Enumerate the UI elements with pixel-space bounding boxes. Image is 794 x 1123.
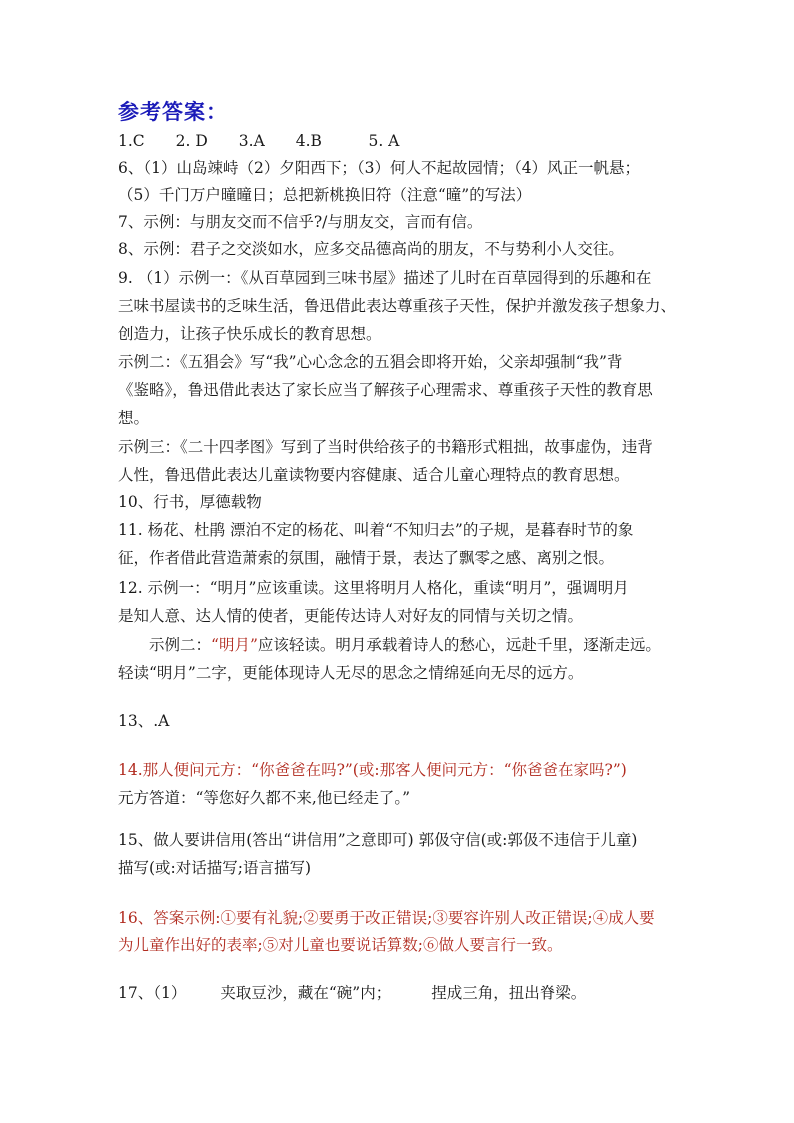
answer-line-14b: 元方答道：“等您好久都不来,他已经走了。” xyxy=(118,789,411,807)
answer-line-7: 7、示例：与朋友交而不信乎?/与朋友交，言而有信。 xyxy=(118,213,483,231)
answer-line-12b: 是知人意、达人情的使者，更能传达诗人对好友的同情与关切之情。 xyxy=(118,607,584,625)
answer-line-17 xyxy=(118,982,586,1004)
answer-line-16b: 为儿童作出好的表率;⑤对儿童也要说话算数;⑥做人要言行一致。 xyxy=(118,936,563,954)
answer-line-9g: 示例三：《二十四孝图》写到了当时供给孩子的书籍形式粗拙，故事虚伪，违背 xyxy=(118,438,653,456)
example-two-text: 应该轻读。明月承载着诗人的愁心，远赴千里，逐渐走远。 xyxy=(257,636,661,654)
answer-line-12a: 12. 示例一：“明月”应该重读。这里将明月人格化，重读“明月”，强调明月 xyxy=(118,579,629,597)
answer-line-9c: 创造力，让孩子快乐成长的教育思想。 xyxy=(118,325,382,343)
answer-line-11b: 征，作者借此营造萧索的氛围，融情于景，表达了飘零之感、离别之恨。 xyxy=(118,549,615,567)
answer-line-9d: 示例二：《五猖会》写“我”心心念念的五猖会即将开始，父亲却强制“我”背 xyxy=(118,353,623,371)
answer-line-14a: 14.那人便问元方：“你爸爸在吗?”(或:那客人便问元方：“你爸爸在家吗?”) xyxy=(118,761,627,779)
answer-line-9e: 《鉴略》，鲁迅借此表达了家长应当了解孩子心理需求、尊重孩子天性的教育思 xyxy=(118,381,653,399)
answer-line-9f: 想。 xyxy=(118,409,150,427)
page-title: 参考答案： xyxy=(118,100,228,124)
example-two-label: 示例二： xyxy=(118,636,212,654)
answer-line-9b: 三味书屋读书的乏味生活，鲁迅借此表达尊重孩子天性，保护并激发孩子想象力、 xyxy=(118,297,677,315)
answer-line-13: 13、.A xyxy=(118,712,170,730)
answer-line-1-5: 1.C 2. D 3.A 4.B 5. A xyxy=(118,132,400,150)
answer-line-6b: （5）千门万户曈曈日；总把新桃换旧符（注意“曈”的写法） xyxy=(118,186,532,204)
answer-line-15b: 描写(或:对话描写;语言描写) xyxy=(118,859,312,877)
q17-step-1: 夹取豆沙，藏在“碗”内； xyxy=(220,984,392,1002)
answer-line-10: 10、行书，厚德载物 xyxy=(118,493,262,511)
answer-line-9a: 9. （1）示例一：《从百草园到三味书屋》描述了儿时在百草园得到的乐趣和在 xyxy=(118,269,652,287)
answer-line-9h: 人性，鲁迅借此表达儿童读物要内容健康、适合儿童心理特点的教育思想。 xyxy=(118,466,630,484)
answer-line-12d: 轻读“明月”二字，更能体现诗人无尽的思念之情绵延向无尽的远方。 xyxy=(118,664,584,682)
q17-label: 17、（1） xyxy=(118,984,187,1002)
q17-step-2: 捏成三角，扭出脊梁。 xyxy=(431,984,587,1002)
answer-line-12c xyxy=(118,634,661,656)
answer-line-15a: 15、做人要讲信用(答出“讲信用”之意即可) 郭伋守信(或:郭伋不违信于儿童) xyxy=(118,831,638,849)
answer-line-16a: 16、答案示例:①要有礼貌;②要勇于改正错误;③要容许别人改正错误;④成人要 xyxy=(118,909,655,927)
mingyue-term: “明月” xyxy=(211,636,258,654)
answer-line-11a: 11. 杨花、杜鹃 漂泊不定的杨花、叫着“不知归去”的子规，是暮春时节的象 xyxy=(118,521,634,539)
answer-line-6a: 6、（1）山岛竦峙（2）夕阳西下；（3）何人不起故园情；（4）风正一帆悬； xyxy=(118,159,641,177)
answer-line-8: 8、示例：君子之交淡如水，应多交品德高尚的朋友，不与势利小人交往。 xyxy=(118,240,624,258)
